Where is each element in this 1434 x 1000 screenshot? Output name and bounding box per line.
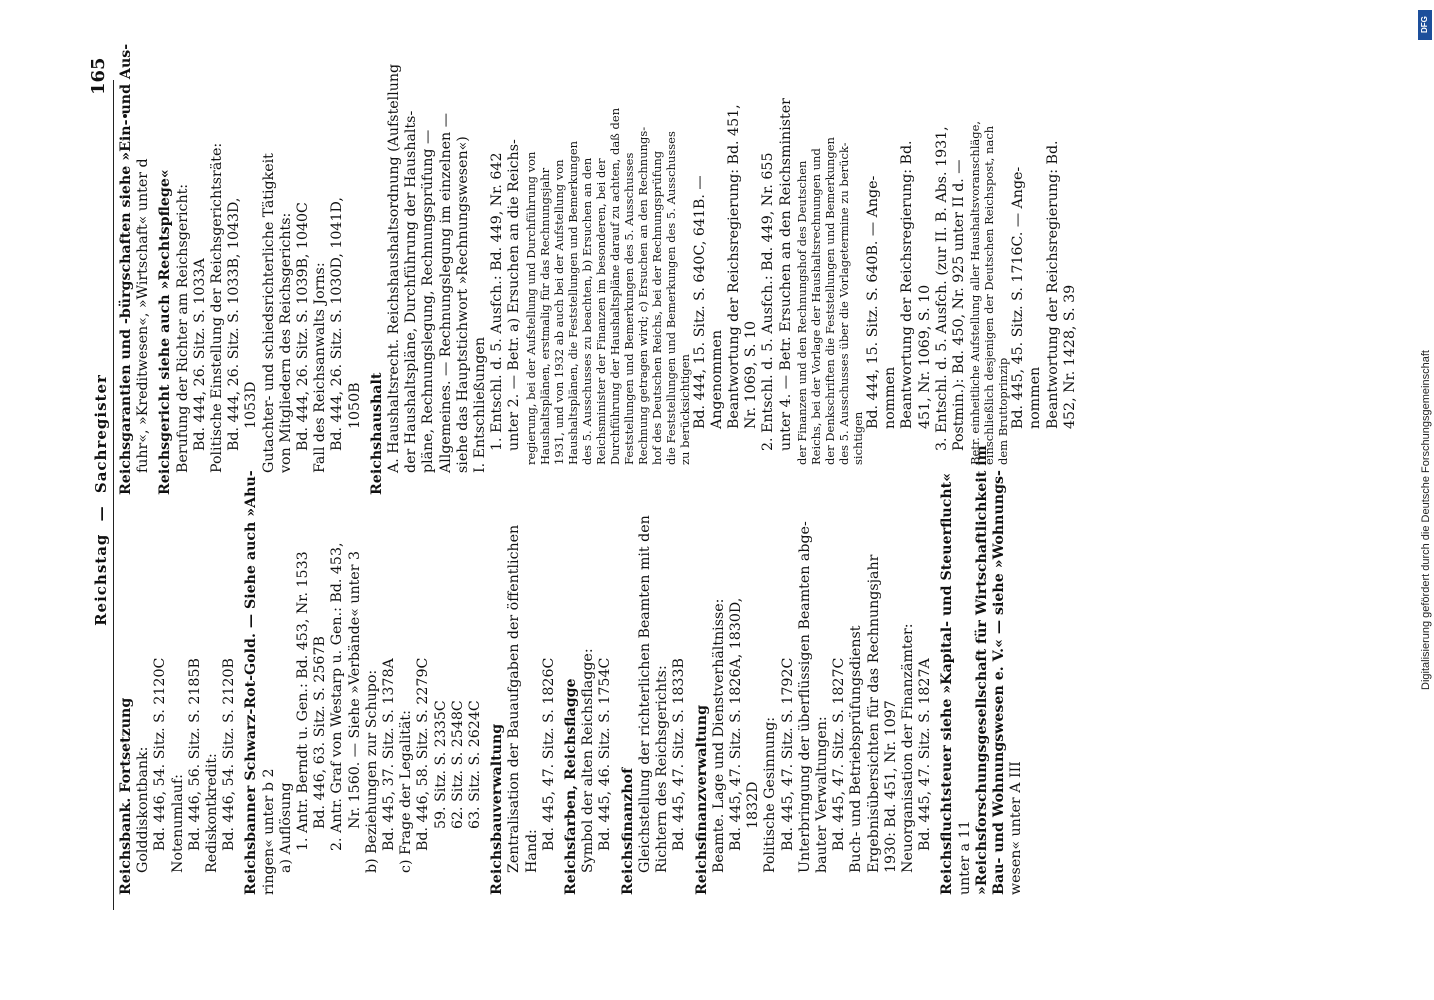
- index-entry-line: unter 4. — Betr. Ersuchen an den Reichsminister: [777, 98, 794, 451]
- index-entry-line: Unterbringung der überflüssigen Beamten abge-: [796, 521, 813, 873]
- index-entry-line: Bd. 444, 26. Sitz. S. 1033A: [191, 258, 208, 451]
- index-entry-line: Fall des Reichsanwalts Jorns:: [312, 262, 329, 473]
- index-entry-line: 451, Nr. 1069, S. 10: [916, 284, 933, 429]
- index-entry-line: der Finanzen und den Rechnungshof des Deutschen: [794, 160, 809, 465]
- index-entry-line: 1. Antr. Berndt u. Gen.: Bd. 453, Nr. 1533: [295, 551, 312, 851]
- index-entry-line: Bd. 444, 26. Sitz. S. 1039B, 1040C: [295, 202, 312, 451]
- index-entry-line: A. Haushaltsrecht. Reichshaushaltsordnung (Aufstellung: [386, 63, 403, 473]
- index-entry-line: 1050B: [346, 382, 363, 429]
- index-entry-line: Haushaltsplänen, die Feststellungen und Bemerkungen: [565, 140, 580, 465]
- index-entry-line: Bd. 445, 47. Sitz. S. 1826A, 1830D,: [727, 597, 744, 851]
- index-heading: Reichsgarantien und -bürgschaften siehe »Ein- und Aus-: [118, 43, 134, 495]
- index-entry-line: 63. Sitz. S. 2624C: [467, 700, 484, 829]
- index-entry-line: die Feststellungen und Bemerkungen des 5. Ausschusses: [663, 131, 678, 465]
- index-entry-line: 1. Entschl. d. 5. Ausfch.: Bd. 449, Nr. 642: [489, 152, 506, 451]
- index-entry-line: zu berücksichtigen: [677, 354, 692, 465]
- index-entry-line: Rechnung getragen wird; c) Ersuchen an den Rechnungs-: [635, 126, 650, 465]
- index-entry-line: Bd. 444, 15. Sitz. S. 640B. — Ange-: [864, 175, 881, 429]
- index-entry-line: unter 2. — Betr. a) Ersuchen an die Reichs-: [506, 139, 523, 451]
- index-entry-line: Gutachter- und schiedsrichterliche Tätigkeit: [260, 153, 277, 473]
- index-entry-line: Bd. 445, 47. Sitz. S. 1827A: [917, 658, 934, 851]
- index-entry-line: Bd. 444, 26. Sitz. S. 1030D, 1041D,: [329, 197, 346, 451]
- index-heading: Reichsfinanzverwaltung: [693, 705, 710, 895]
- index-entry-line: Zentralisation der Bauaufgaben der öffentlichen: [506, 524, 523, 873]
- index-entry-line: Beantwortung der Reichsregierung: Bd.: [1044, 140, 1061, 429]
- index-heading: Reichsfarben, Reichsflagge: [563, 678, 580, 895]
- index-entry-line: Angenommen: [708, 330, 725, 429]
- index-entry-line: Reichsminister der Finanzen im besonderen, bei der: [593, 158, 608, 465]
- index-entry-line: Bd. 446, 56. Sitz. S. 2185B: [186, 658, 203, 851]
- index-heading: Reichshaushalt: [368, 372, 385, 495]
- index-entry-line: Symbol der alten Reichsflagge:: [580, 648, 597, 873]
- index-entry-line: Politische Einstellung der Reichsgerichtsräte:: [209, 142, 226, 473]
- index-entry-line: Betr. einheitliche Aufstellung aller Haushaltsvoranschläge,: [968, 120, 983, 465]
- index-entry-line: Bd. 446, 54. Sitz. S. 2120C: [152, 657, 169, 851]
- index-entry-line: Bd. 444, 26. Sitz. S. 1033B, 1043D,: [226, 197, 243, 451]
- index-entry-line: a) Auflösung: [277, 782, 294, 873]
- index-heading: Bau- und Wohnungswesen e. V.« — siehe »Wohnungs-: [990, 470, 1007, 895]
- index-heading: Reichsfinanzhof: [619, 767, 636, 895]
- index-entry-line: Notenumlauf:: [169, 774, 186, 873]
- index-entry-line: ringen« unter b 2: [260, 768, 277, 895]
- page-number: 165: [88, 57, 109, 95]
- index-entry-line: bauter Verwaltungen:: [813, 716, 830, 873]
- index-entry-line: Hand:: [523, 829, 540, 873]
- index-entry-line: Politische Gesinnung:: [762, 716, 779, 873]
- index-entry-line: Reichs, bei der Vorlage der Haushaltsrechnungen und: [808, 148, 823, 465]
- index-entry-line: 1930: Bd. 451, Nr. 1097: [882, 700, 899, 873]
- index-entry-line: 452, Nr. 1428, S. 39: [1061, 284, 1078, 429]
- index-entry-line: Buch- und Betriebsprüfungsdienst: [848, 625, 865, 873]
- index-heading: »Reichsforschungsgesellschaft für Wirtschaftlichkeit im: [973, 445, 990, 895]
- index-entry-line: Ergebnisübersichten für das Rechnungsjahr: [865, 554, 882, 873]
- index-entry-line: Rediskontkredit:: [204, 753, 221, 873]
- index-heading: Reichsbauverwaltung: [489, 723, 506, 895]
- index-entry-line: Nr. 1069, S. 10: [743, 320, 760, 429]
- index-entry-line: der Denkschriften die Feststellungen und Bemerkungen: [822, 137, 837, 465]
- index-entry-line: pläne, Rechnungslegung, Rechnungsprüfung —: [420, 129, 437, 473]
- dfg-logo: DFG: [1418, 10, 1432, 40]
- index-heading: Reichsbank. Fortsetzung: [118, 697, 134, 895]
- header-rule: [113, 80, 114, 910]
- index-entry-line: Golddiskontbank:: [135, 746, 152, 873]
- index-entry-line: Bd. 446, 58. Sitz. S. 2279C: [415, 657, 432, 851]
- index-entry-line: Bd. 444, 15. Sitz. S. 640C, 641B. —: [691, 175, 708, 429]
- header-left: Reichstag: [92, 533, 110, 626]
- index-entry-line: b) Beziehungen zur Schupo:: [363, 669, 380, 873]
- index-entry-line: 1832D: [745, 781, 762, 829]
- index-heading: Reichsfluchtsteuer siehe »Kapital- und Steuerflucht«: [939, 472, 956, 895]
- index-entry-line: Bd. 445, 47. Sitz. S. 1833B: [671, 658, 688, 851]
- index-entry-line: nommen: [882, 366, 899, 429]
- index-entry-line: Allgemeines. — Rechnungslegung im einzelnen —: [437, 113, 454, 473]
- index-column-right: [118, 43, 1079, 495]
- header-right: Sachregister: [92, 374, 110, 494]
- index-entry-line: Postmin.): Bd. 450, Nr. 925 unter II d. —: [950, 159, 967, 451]
- index-entry-line: Bd. 446, 63. Sitz. S. 2567B: [312, 636, 329, 829]
- index-entry-line: Richtern des Reichsgerichts:: [654, 665, 671, 873]
- index-entry-line: sichtigen: [850, 411, 865, 465]
- index-entry-line: 62. Sitz. S. 2548C: [449, 700, 466, 829]
- index-entry-line: hof des Deutschen Reichs, bei der Rechnungsprüfung: [649, 150, 664, 465]
- index-entry-line: Neuorganisation der Finanzämter:: [899, 623, 916, 873]
- index-entry-line: des 5. Ausschusses über die Vorlagetermine zu berück-: [836, 142, 851, 465]
- index-entry-line: 59. Sitz. S. 2335C: [432, 700, 449, 829]
- index-entry-line: regierung, bei der Aufstellung und Durchführung von: [523, 151, 538, 465]
- index-entry-line: nommen: [1027, 366, 1044, 429]
- index-entry-line: wesen« unter A III: [1008, 761, 1025, 895]
- index-entry-line: Bd. 445, 46. Sitz. S. 1754C: [597, 657, 614, 851]
- index-entry-line: einschließlich desjenigen der Deutschen Reichspost, nach: [982, 125, 997, 465]
- index-heading: Reichsbanner Schwarz-Rot-Gold. — Siehe auch »Ahu-: [243, 470, 260, 895]
- index-entry-line: der Haushaltspläne, Durchführung der Haushalts-: [403, 110, 420, 473]
- index-entry-line: Berufung der Richter am Reichsgericht:: [174, 183, 191, 473]
- index-entry-line: c) Frage der Legalität:: [398, 710, 415, 873]
- header-separator: —: [92, 505, 110, 522]
- index-entry-line: Bd. 445, 47. Sitz. S. 1792C: [779, 657, 796, 851]
- index-entry-line: Beantwortung der Reichsregierung: Bd.: [899, 140, 916, 429]
- index-entry-line: Bd. 445, 47. Sitz. S. 1827C: [831, 657, 848, 851]
- index-entry-line: siehe das Hauptstichwort »Rechnungswesen«): [454, 136, 471, 473]
- index-entry-line: 2. Entschl. d. 5. Ausfch.: Bd. 449, Nr. 655: [760, 152, 777, 451]
- index-entry-line: von Mitgliedern des Reichsgerichts:: [277, 212, 294, 473]
- index-entry-line: Feststellungen und Bemerkungen des 5. Ausschusses: [621, 152, 636, 465]
- index-entry-line: Durchführung der Haushaltspläne darauf zu achten, daß den: [607, 107, 622, 465]
- index-entry-line: Haushaltsplänen, erstmalig für das Rechnungsjahr: [537, 167, 552, 465]
- index-entry-line: 3. Entschl. d. 5. Ausfch. (zur II. B. Abs. 1931,: [933, 126, 950, 451]
- index-entry-line: I. Entschließungen: [472, 336, 489, 473]
- index-entry-line: unter a 11: [956, 820, 973, 895]
- index-entry-line: Bd. 445, 47. Sitz. S. 1826C: [540, 657, 557, 851]
- running-header: [92, 0, 110, 1000]
- index-entry-line: dem Bruttoprinzip: [996, 357, 1011, 465]
- index-entry-line: Bd. 446, 54. Sitz. S. 2120B: [221, 658, 238, 851]
- index-entry-line: Beamte. Lage und Dienstverhältnisse:: [710, 598, 727, 873]
- index-entry-line: des 5. Ausschusses zu beachten, b) Ersuchen an den: [579, 157, 594, 465]
- index-entry-line: Bd. 445, 37. Sitz. S. 1378A: [381, 658, 398, 851]
- index-entry-line: 1931, und von 1932 ab auch bei der Aufstellung von: [551, 159, 566, 465]
- index-entry-line: fuhr«, »Kreditwesen«, »Wirtschaft« unter d: [135, 158, 152, 473]
- index-heading: Reichsgericht siehe auch »Rechtspflege«: [157, 169, 174, 495]
- index-entry-line: Beantwortung der Reichsregierung: Bd. 451,: [726, 104, 743, 429]
- index-entry-line: Gleichstellung der richterlichen Beamten mit den: [636, 515, 653, 873]
- digitization-credit: Digitalisierung gefördert durch die Deutsche Forschungsgemeinschaft: [1420, 350, 1432, 690]
- index-entry-line: Bd. 445, 45. Sitz. S. 1716C. — Ange-: [1010, 166, 1027, 429]
- index-entry-line: 2. Antr. Graf von Westarp u. Gen.: Bd. 453,: [329, 542, 346, 851]
- index-entry-line: Nr. 1560. — Siehe »Verbände« unter 3: [346, 550, 363, 829]
- index-entry-line: 1053D: [243, 381, 260, 429]
